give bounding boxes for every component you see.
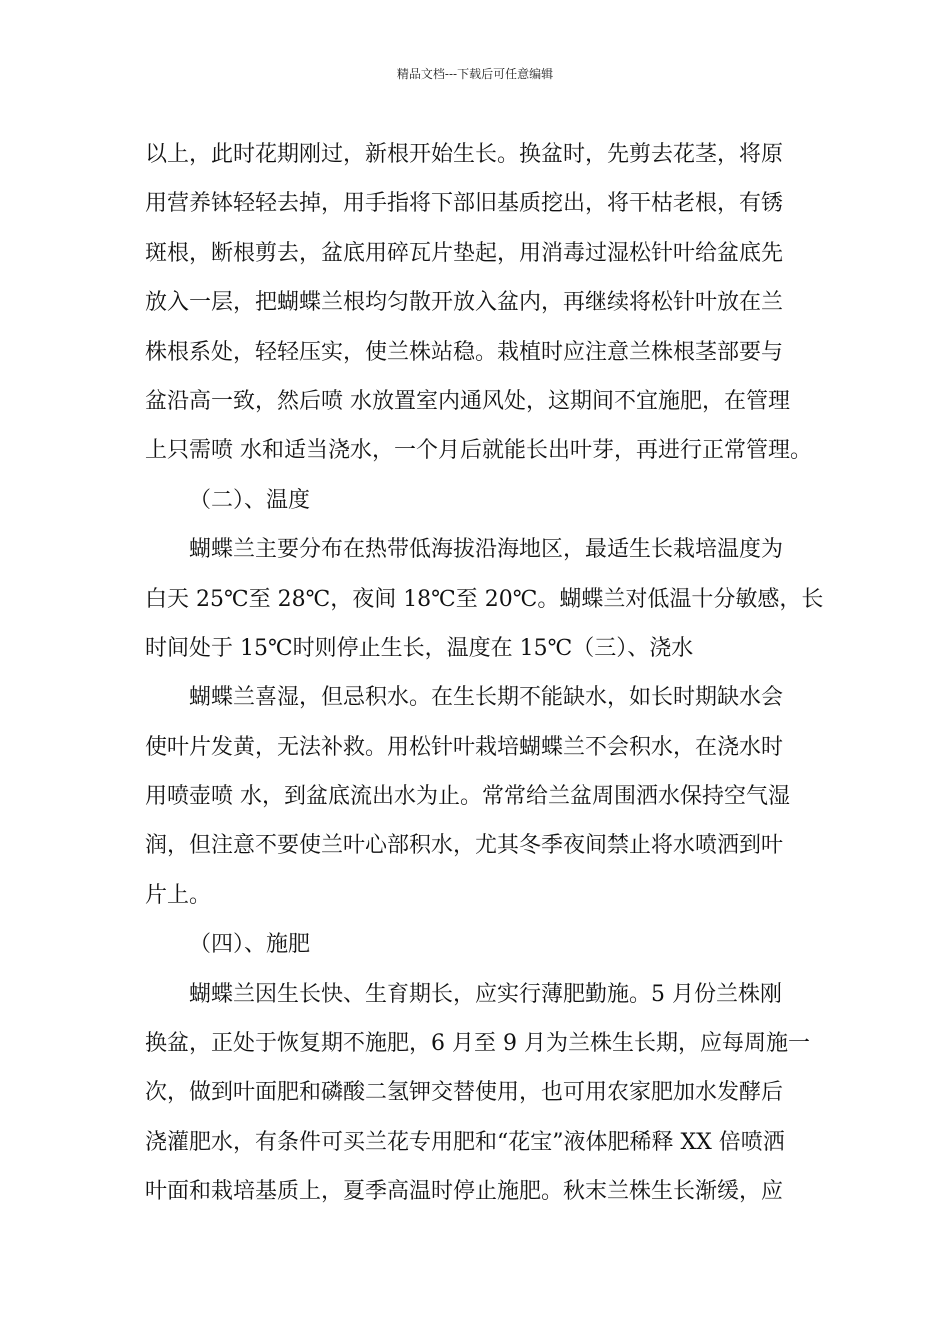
text-line: 蝴蝶兰因生长快、生育期长，应实行薄肥勤施。5 月份兰株刚 xyxy=(189,981,782,1007)
text-line: 斑根，断根剪去，盆底用碎瓦片垫起，用消毒过湿松针叶给盆底先 xyxy=(145,240,784,266)
text-line: 以上，此时花期刚过，新根开始生长。换盆时，先剪去花茎，将原 xyxy=(145,142,784,167)
text-line: 蝴蝶兰喜湿，但忌积水。在生长期不能缺水，如长时期缺水会 xyxy=(189,685,784,711)
text-line: 盆沿高一致，然后喷 水放置室内通风处，这期间不宜施肥，在管理 xyxy=(145,388,790,414)
text-line: 株根系处，轻轻压实，使兰株站稳。栽植时应注意兰株根茎部要与 xyxy=(145,339,784,365)
text-line: （四）、施肥 xyxy=(189,932,311,958)
text-line: 使叶片发黄，无法补救。用松针叶栽培蝴蝶兰不会积水，在浇水时 xyxy=(145,734,784,760)
text-line: 上只需喷 水和适当浇水，一个月后就能长出叶芽，再进行正常管理。 xyxy=(145,438,812,464)
body-text xyxy=(145,130,824,1217)
text-line: 放入一层，把蝴蝶兰根均匀散开放入盆内，再继续将松针叶放在兰 xyxy=(145,290,784,316)
text-line: （二）、温度 xyxy=(189,487,311,513)
page-header: 精品文档---下载后可任意编辑 xyxy=(396,67,554,81)
text-line: 叶面和栽培基质上，夏季高温时停止施肥。秋末兰株生长渐缓，应 xyxy=(145,1179,784,1205)
text-line: 蝴蝶兰主要分布在热带低海拔沿海地区，最适生长栽培温度为 xyxy=(189,537,784,563)
text-line: 润，但注意不要使兰叶心部积水，尤其冬季夜间禁止将水喷洒到叶 xyxy=(145,833,784,859)
text-line: 片上。 xyxy=(145,882,212,908)
text-line: 浇灌肥水，有条件可买兰花专用肥和“花宝”液体肥稀释 XX 倍喷洒 xyxy=(145,1129,785,1155)
text-line: 次，做到叶面肥和磷酸二氢钾交替使用，也可用农家肥加水发酵后 xyxy=(145,1080,784,1106)
text-line: 白天 25℃至 28℃，夜间 18℃至 20℃。蝴蝶兰对低温十分敏感，长 xyxy=(145,586,824,612)
text-line: 时间处于 15℃时则停止生长，温度在 15℃（三）、浇水 xyxy=(145,635,694,661)
text-line: 用喷壶喷 水，到盆底流出水为止。常常给兰盆周围洒水保持空气湿 xyxy=(145,784,790,810)
text-line: 换盆，正处于恢复期不施肥，6 月至 9 月为兰株生长期，应每周施一 xyxy=(145,1031,810,1057)
text-line: 用营养钵轻轻去掉，用手指将下部旧基质挖出，将干枯老根，有锈 xyxy=(145,191,784,217)
